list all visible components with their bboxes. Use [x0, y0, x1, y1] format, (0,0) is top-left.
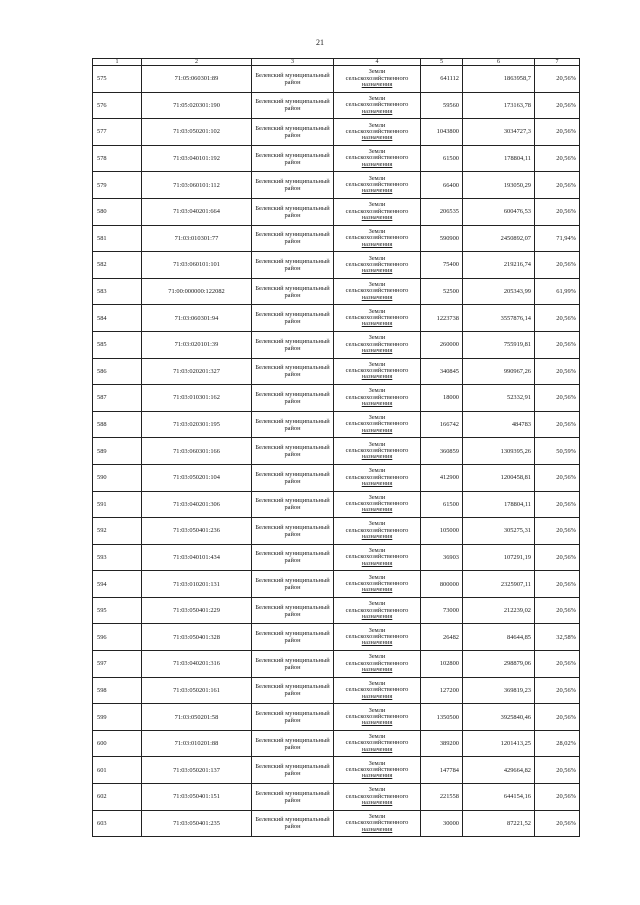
- cadastral-number: 71:03:050201:102: [142, 119, 252, 146]
- column-header: 6: [463, 59, 535, 66]
- cadastral-value: 1200458,81: [463, 464, 535, 491]
- rate-percent: 20,56%: [535, 677, 580, 704]
- row-number: 576: [93, 92, 142, 119]
- plot-area: 590900: [421, 225, 463, 252]
- table-row: [93, 358, 580, 385]
- plot-area: 26482: [421, 624, 463, 651]
- rate-percent: 20,56%: [535, 119, 580, 146]
- land-category: Земли сельскохозяйственного назначения: [334, 278, 421, 305]
- table-row: [93, 411, 580, 438]
- cadastral-value: 52332,91: [463, 385, 535, 412]
- land-category: Земли сельскохозяйственного назначения: [334, 305, 421, 332]
- table-row: [93, 784, 580, 811]
- row-number: 592: [93, 518, 142, 545]
- land-category: Земли сельскохозяйственного назначения: [334, 677, 421, 704]
- land-category: Земли сельскохозяйственного назначения: [334, 810, 421, 837]
- cadastral-number: 71:05:020301:190: [142, 92, 252, 119]
- cadastral-value: 600476,53: [463, 198, 535, 225]
- district-name: Белевский муниципальный район: [252, 66, 334, 93]
- land-category: Земли сельскохозяйственного назначения: [334, 757, 421, 784]
- plot-area: 66400: [421, 172, 463, 199]
- plot-area: 260000: [421, 331, 463, 358]
- table-row: [93, 252, 580, 279]
- rate-percent: 20,56%: [535, 810, 580, 837]
- row-number: 578: [93, 145, 142, 172]
- cadastral-value: 219216,74: [463, 252, 535, 279]
- cadastral-value: 644154,16: [463, 784, 535, 811]
- rate-percent: 61,99%: [535, 278, 580, 305]
- row-number: 602: [93, 784, 142, 811]
- row-number: 596: [93, 624, 142, 651]
- land-category: Земли сельскохозяйственного назначения: [334, 730, 421, 757]
- table-row: [93, 730, 580, 757]
- row-number: 583: [93, 278, 142, 305]
- plot-area: 52500: [421, 278, 463, 305]
- district-name: Белевский муниципальный район: [252, 757, 334, 784]
- rate-percent: 20,56%: [535, 198, 580, 225]
- cadastral-number: 71:03:010201:88: [142, 730, 252, 757]
- table-row: [93, 757, 580, 784]
- rate-percent: 20,56%: [535, 172, 580, 199]
- plot-area: 1043800: [421, 119, 463, 146]
- column-header: 2: [142, 59, 252, 66]
- cadastral-value: 178804,11: [463, 491, 535, 518]
- district-name: Белевский муниципальный район: [252, 704, 334, 731]
- district-name: Белевский муниципальный район: [252, 119, 334, 146]
- land-category: Земли сельскохозяйственного назначения: [334, 464, 421, 491]
- row-number: 599: [93, 704, 142, 731]
- rate-percent: 20,56%: [535, 544, 580, 571]
- table-row: [93, 491, 580, 518]
- cadastral-value: 212239,02: [463, 597, 535, 624]
- district-name: Белевский муниципальный район: [252, 730, 334, 757]
- row-number: 597: [93, 651, 142, 678]
- rate-percent: 20,56%: [535, 92, 580, 119]
- cadastral-value: 3925840,46: [463, 704, 535, 731]
- cadastral-number: 71:03:050401:328: [142, 624, 252, 651]
- cadastral-number: 71:03:050401:229: [142, 597, 252, 624]
- table-row: [93, 704, 580, 731]
- rate-percent: 20,56%: [535, 385, 580, 412]
- district-name: Белевский муниципальный район: [252, 172, 334, 199]
- cadastral-value: 429664,82: [463, 757, 535, 784]
- cadastral-number: 71:03:050201:104: [142, 464, 252, 491]
- plot-area: 1223738: [421, 305, 463, 332]
- plot-area: 389200: [421, 730, 463, 757]
- cadastral-value: 990967,26: [463, 358, 535, 385]
- column-header: 1: [93, 59, 142, 66]
- rate-percent: 20,56%: [535, 784, 580, 811]
- district-name: Белевский муниципальный район: [252, 92, 334, 119]
- table-row: [93, 677, 580, 704]
- land-category: Земли сельскохозяйственного назначения: [334, 624, 421, 651]
- cadastral-number: 71:03:010201:131: [142, 571, 252, 598]
- column-header: 4: [334, 59, 421, 66]
- land-category: Земли сельскохозяйственного назначения: [334, 145, 421, 172]
- district-name: Белевский муниципальный район: [252, 438, 334, 465]
- rate-percent: 28,02%: [535, 730, 580, 757]
- district-name: Белевский муниципальный район: [252, 491, 334, 518]
- district-name: Белевский муниципальный район: [252, 544, 334, 571]
- cadastral-value: 1309395,26: [463, 438, 535, 465]
- cadastral-number: 71:03:040101:192: [142, 145, 252, 172]
- row-number: 598: [93, 677, 142, 704]
- plot-area: 102800: [421, 651, 463, 678]
- rate-percent: 50,59%: [535, 438, 580, 465]
- land-category: Земли сельскохозяйственного назначения: [334, 252, 421, 279]
- table-header-row: [93, 59, 580, 66]
- cadastral-number: 71:03:040201:664: [142, 198, 252, 225]
- column-header: 3: [252, 59, 334, 66]
- cadastral-number: 71:03:040201:306: [142, 491, 252, 518]
- row-number: 580: [93, 198, 142, 225]
- plot-area: 75400: [421, 252, 463, 279]
- row-number: 595: [93, 597, 142, 624]
- district-name: Белевский муниципальный район: [252, 331, 334, 358]
- row-number: 579: [93, 172, 142, 199]
- cadastral-number: 71:03:010301:162: [142, 385, 252, 412]
- table-row: [93, 331, 580, 358]
- cadastral-number: 71:03:040201:316: [142, 651, 252, 678]
- plot-area: 360859: [421, 438, 463, 465]
- cadastral-value: 3557876,14: [463, 305, 535, 332]
- land-category: Земли сельскохозяйственного назначения: [334, 225, 421, 252]
- table-row: [93, 810, 580, 837]
- cadastral-number: 71:03:050201:58: [142, 704, 252, 731]
- cadastral-number: 71:03:050401:236: [142, 518, 252, 545]
- row-number: 581: [93, 225, 142, 252]
- cadastral-value: 107291,19: [463, 544, 535, 571]
- rate-percent: 20,56%: [535, 518, 580, 545]
- row-number: 582: [93, 252, 142, 279]
- district-name: Белевский муниципальный район: [252, 810, 334, 837]
- district-name: Белевский муниципальный район: [252, 225, 334, 252]
- cadastral-value: 3034727,3: [463, 119, 535, 146]
- cadastral-number: 71:03:060301:94: [142, 305, 252, 332]
- table-row: [93, 66, 580, 93]
- cadastral-number: 71:03:060101:101: [142, 252, 252, 279]
- district-name: Белевский муниципальный район: [252, 145, 334, 172]
- cadastral-value: 205343,99: [463, 278, 535, 305]
- rate-percent: 20,56%: [535, 66, 580, 93]
- table-row: [93, 571, 580, 598]
- rate-percent: 32,58%: [535, 624, 580, 651]
- row-number: 589: [93, 438, 142, 465]
- table-row: [93, 438, 580, 465]
- table-row: [93, 597, 580, 624]
- table-row: [93, 119, 580, 146]
- cadastral-value: 1863958,7: [463, 66, 535, 93]
- row-number: 586: [93, 358, 142, 385]
- district-name: Белевский муниципальный район: [252, 571, 334, 598]
- row-number: 575: [93, 66, 142, 93]
- plot-area: 61500: [421, 145, 463, 172]
- district-name: Белевский муниципальный район: [252, 784, 334, 811]
- land-category: Земли сельскохозяйственного назначения: [334, 571, 421, 598]
- district-name: Белевский муниципальный район: [252, 198, 334, 225]
- cadastral-value: 84644,85: [463, 624, 535, 651]
- row-number: 588: [93, 411, 142, 438]
- district-name: Белевский муниципальный район: [252, 677, 334, 704]
- plot-area: 412900: [421, 464, 463, 491]
- plot-area: 59560: [421, 92, 463, 119]
- land-category: Земли сельскохозяйственного назначения: [334, 491, 421, 518]
- table-row: [93, 518, 580, 545]
- plot-area: 73000: [421, 597, 463, 624]
- cadastral-number: 71:00:000000:122082: [142, 278, 252, 305]
- row-number: 603: [93, 810, 142, 837]
- table-row: [93, 92, 580, 119]
- row-number: 577: [93, 119, 142, 146]
- rate-percent: 20,56%: [535, 651, 580, 678]
- plot-area: 36903: [421, 544, 463, 571]
- cadastral-number: 71:03:040101:434: [142, 544, 252, 571]
- table-row: [93, 624, 580, 651]
- plot-area: 1350500: [421, 704, 463, 731]
- table-row: [93, 172, 580, 199]
- rate-percent: 20,56%: [535, 464, 580, 491]
- plot-area: 800000: [421, 571, 463, 598]
- district-name: Белевский муниципальный район: [252, 411, 334, 438]
- land-category: Земли сельскохозяйственного назначения: [334, 66, 421, 93]
- table-row: [93, 385, 580, 412]
- land-category: Земли сельскохозяйственного назначения: [334, 172, 421, 199]
- column-header: 5: [421, 59, 463, 66]
- rate-percent: 71,94%: [535, 225, 580, 252]
- land-category: Земли сельскохозяйственного назначения: [334, 198, 421, 225]
- rate-percent: 20,56%: [535, 704, 580, 731]
- table-row: [93, 278, 580, 305]
- table-row: [93, 225, 580, 252]
- cadastral-number: 71:03:050401:151: [142, 784, 252, 811]
- cadastral-value: 369819,23: [463, 677, 535, 704]
- cadastral-number: 71:03:060101:112: [142, 172, 252, 199]
- rate-percent: 20,56%: [535, 145, 580, 172]
- rate-percent: 20,56%: [535, 571, 580, 598]
- rate-percent: 20,56%: [535, 252, 580, 279]
- cadastral-number: 71:03:050401:235: [142, 810, 252, 837]
- district-name: Белевский муниципальный район: [252, 624, 334, 651]
- row-number: 601: [93, 757, 142, 784]
- row-number: 590: [93, 464, 142, 491]
- district-name: Белевский муниципальный район: [252, 651, 334, 678]
- plot-area: 127200: [421, 677, 463, 704]
- land-category: Земли сельскохозяйственного назначения: [334, 518, 421, 545]
- plot-area: 641112: [421, 66, 463, 93]
- plot-area: 61500: [421, 491, 463, 518]
- cadastral-number: 71:03:020301:195: [142, 411, 252, 438]
- land-plots-table: [92, 58, 580, 837]
- column-header: 7: [535, 59, 580, 66]
- table-row: [93, 305, 580, 332]
- cadastral-value: 173163,78: [463, 92, 535, 119]
- district-name: Белевский муниципальный район: [252, 358, 334, 385]
- plot-area: 105000: [421, 518, 463, 545]
- rate-percent: 20,56%: [535, 358, 580, 385]
- plot-area: 206535: [421, 198, 463, 225]
- cadastral-value: 1201413,25: [463, 730, 535, 757]
- plot-area: 221558: [421, 784, 463, 811]
- table-row: [93, 145, 580, 172]
- plot-area: 147784: [421, 757, 463, 784]
- district-name: Белевский муниципальный район: [252, 305, 334, 332]
- row-number: 585: [93, 331, 142, 358]
- cadastral-value: 298879,06: [463, 651, 535, 678]
- table-row: [93, 198, 580, 225]
- cadastral-number: 71:05:060301:89: [142, 66, 252, 93]
- cadastral-value: 2325907,11: [463, 571, 535, 598]
- land-category: Земли сельскохозяйственного назначения: [334, 651, 421, 678]
- cadastral-value: 755919,81: [463, 331, 535, 358]
- land-category: Земли сельскохозяйственного назначения: [334, 784, 421, 811]
- table-row: [93, 464, 580, 491]
- district-name: Белевский муниципальный район: [252, 464, 334, 491]
- cadastral-value: 305275,31: [463, 518, 535, 545]
- land-category: Земли сельскохозяйственного назначения: [334, 331, 421, 358]
- district-name: Белевский муниципальный район: [252, 385, 334, 412]
- cadastral-number: 71:03:010301:77: [142, 225, 252, 252]
- land-category: Земли сельскохозяйственного назначения: [334, 385, 421, 412]
- land-category: Земли сельскохозяйственного назначения: [334, 119, 421, 146]
- rate-percent: 20,56%: [535, 305, 580, 332]
- row-number: 587: [93, 385, 142, 412]
- cadastral-value: 178804,11: [463, 145, 535, 172]
- district-name: Белевский муниципальный район: [252, 518, 334, 545]
- plot-area: 340845: [421, 358, 463, 385]
- cadastral-number: 71:03:060301:166: [142, 438, 252, 465]
- table-row: [93, 651, 580, 678]
- table-row: [93, 544, 580, 571]
- land-category: Земли сельскохозяйственного назначения: [334, 411, 421, 438]
- cadastral-value: 193050,29: [463, 172, 535, 199]
- cadastral-number: 71:03:020201:327: [142, 358, 252, 385]
- land-category: Земли сельскохозяйственного назначения: [334, 438, 421, 465]
- plot-area: 166742: [421, 411, 463, 438]
- rate-percent: 20,56%: [535, 411, 580, 438]
- plot-area: 18000: [421, 385, 463, 412]
- land-category: Земли сельскохозяйственного назначения: [334, 92, 421, 119]
- rate-percent: 20,56%: [535, 597, 580, 624]
- cadastral-value: 484783: [463, 411, 535, 438]
- row-number: 600: [93, 730, 142, 757]
- rate-percent: 20,56%: [535, 491, 580, 518]
- district-name: Белевский муниципальный район: [252, 278, 334, 305]
- rate-percent: 20,56%: [535, 757, 580, 784]
- row-number: 584: [93, 305, 142, 332]
- row-number: 593: [93, 544, 142, 571]
- cadastral-number: 71:03:050201:137: [142, 757, 252, 784]
- cadastral-number: 71:03:020101:39: [142, 331, 252, 358]
- plot-area: 30000: [421, 810, 463, 837]
- cadastral-value: 2450892,07: [463, 225, 535, 252]
- district-name: Белевский муниципальный район: [252, 252, 334, 279]
- land-category: Земли сельскохозяйственного назначения: [334, 597, 421, 624]
- land-category: Земли сельскохозяйственного назначения: [334, 704, 421, 731]
- land-category: Земли сельскохозяйственного назначения: [334, 358, 421, 385]
- row-number: 591: [93, 491, 142, 518]
- cadastral-value: 87221,52: [463, 810, 535, 837]
- district-name: Белевский муниципальный район: [252, 597, 334, 624]
- land-category: Земли сельскохозяйственного назначения: [334, 544, 421, 571]
- row-number: 594: [93, 571, 142, 598]
- cadastral-number: 71:03:050201:161: [142, 677, 252, 704]
- page-number: 21: [316, 38, 324, 47]
- rate-percent: 20,56%: [535, 331, 580, 358]
